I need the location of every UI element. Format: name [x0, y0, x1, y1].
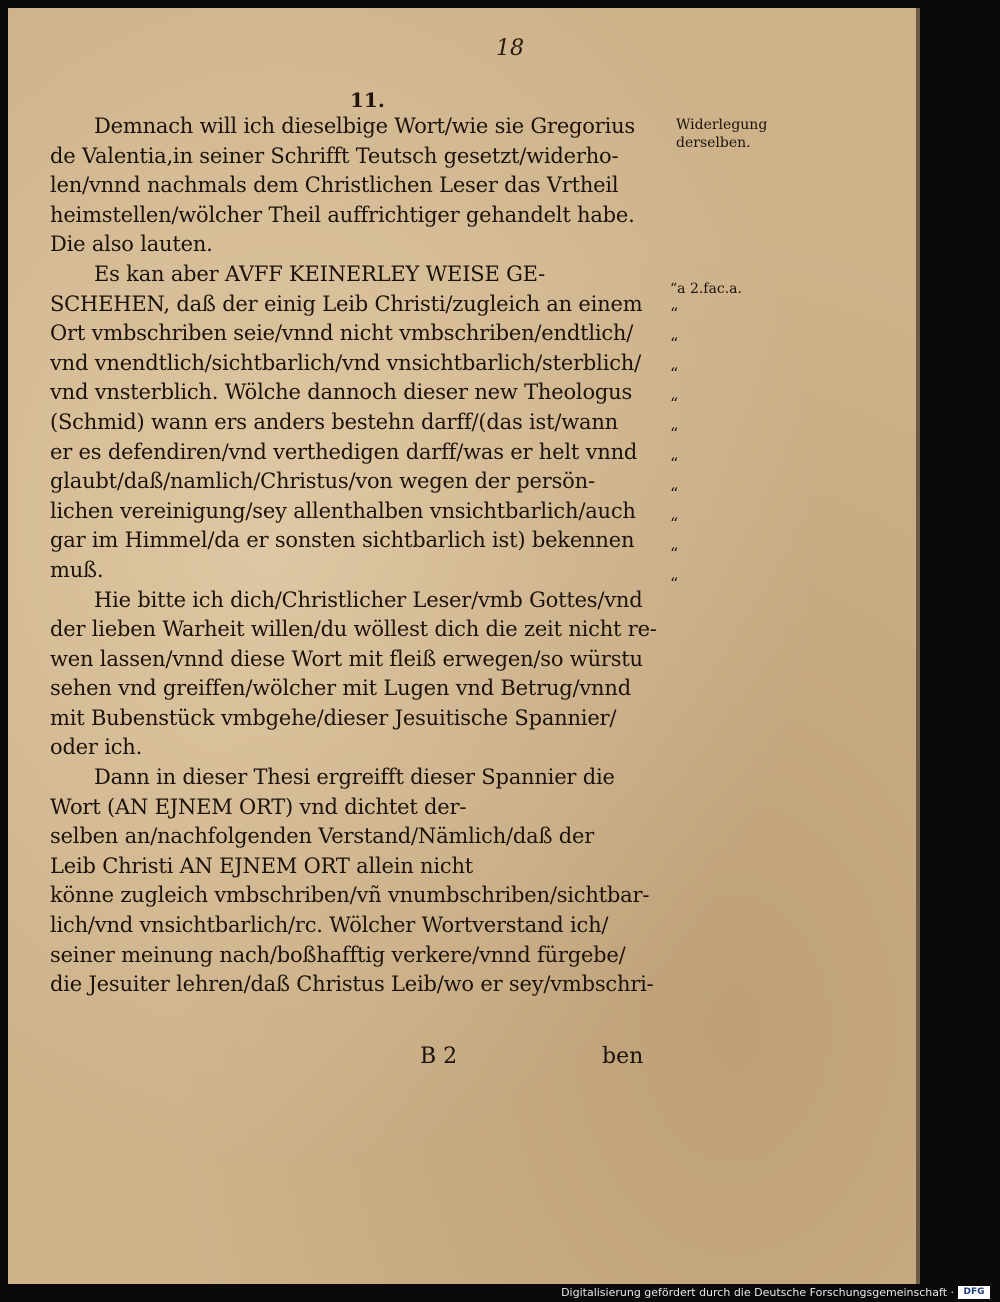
text-line: glaubt/daß/namlich/Christus/von wegen der persön- — [50, 469, 595, 494]
text-line: selben an/nachfolgenden Verstand/Nämlich/daß der — [50, 824, 595, 849]
dfg-logo: DFG — [958, 1286, 990, 1299]
quote-mark: “ — [670, 544, 679, 563]
text-line: vnd vnendtlich/sichtbarlich/vnd vnsichtbarlich/sterblich/ — [50, 350, 641, 375]
text-line: heimstellen/wölcher Theil auffrichtiger gehandelt habe. — [50, 202, 635, 227]
text-line: Die also lauten. — [50, 232, 213, 257]
text-line: seiner meinung nach/boßhafftig verkere/vnnd fürgebe/ — [50, 942, 626, 967]
text-line: mit Bubenstück vmbgehe/dieser Jesuitische Spannier/ — [50, 705, 617, 730]
funding-credit: Digitalisierung gefördert durch die Deutsche Forschungsgemeinschaft · — [561, 1286, 954, 1299]
quote-mark: “ — [670, 424, 679, 443]
signature-mark: B 2 — [420, 1044, 458, 1069]
text-line: wen lassen/vnnd diese Wort mit fleiß erwegen/so würstu — [50, 646, 643, 671]
text-line: er es defendiren/vnd verthedigen darff/was er helt vnnd — [50, 439, 638, 464]
page-number: 11. — [350, 88, 385, 112]
text-line: Leib Christi AN EJNEM ORT allein nicht — [50, 853, 474, 878]
quote-mark: “ — [670, 304, 679, 323]
quote-mark: “ — [670, 484, 679, 503]
page-edge — [916, 8, 920, 1284]
folio-number: 18 — [496, 36, 524, 61]
text-line: lich/vnd vnsichtbarlich/rc. Wölcher Wortverstand ich/ — [50, 913, 609, 938]
text-line: muß. — [50, 557, 104, 582]
text-line: der lieben Warheit willen/du wöllest dich die zeit nicht re- — [50, 617, 657, 642]
margin-reference: “a 2.fac.a. — [670, 281, 742, 297]
text-line: len/vnnd nachmals dem Christlichen Leser das Vrtheil — [50, 173, 619, 198]
text-line: SCHEHEN, daß der einig Leib Christi/zugleich an einem — [50, 291, 643, 316]
quote-mark: “ — [670, 334, 679, 353]
text-line: gar im Himmel/da er sonsten sichtbarlich ist) bekennen — [50, 528, 635, 553]
text-line: oder ich. — [50, 735, 143, 760]
quote-mark: “ — [670, 364, 679, 383]
catchword: ben — [602, 1044, 644, 1069]
text-line: sehen vnd greiffen/wölcher mit Lugen vnd Betrug/vnnd — [50, 676, 631, 701]
text-line: Ort vmbschriben seie/vnnd nicht vmbschriben/endtlich/ — [50, 321, 634, 346]
footer-bar — [0, 1284, 1000, 1302]
text-line: Dann in dieser Thesi ergreifft dieser Spannier die — [94, 765, 615, 790]
page-foot — [50, 1044, 670, 1074]
quote-mark: “ — [670, 574, 679, 593]
margin-note-line: Widerlegung — [676, 117, 768, 133]
text-line: Wort (AN EJNEM ORT) vnd dichtet der- — [50, 794, 467, 819]
text-line: vnd vnsterblich. Wölche dannoch dieser new Theologus — [50, 380, 633, 405]
text-line: Hie bitte ich dich/Christlicher Leser/vmb Gottes/vnd — [94, 587, 643, 612]
text-line: Demnach will ich dieselbige Wort/wie sie Gregorius — [94, 114, 636, 138]
text-line: (Schmid) wann ers anders bestehn darff/(das ist/wann — [50, 409, 618, 434]
text-line: Es kan aber AVFF KEINERLEY WEISE GE- — [94, 261, 546, 286]
text-line: lichen vereinigung/sey allenthalben vnsichtbarlich/auch — [50, 498, 636, 523]
book-page — [8, 8, 916, 1284]
body-text — [50, 112, 670, 1000]
quote-mark: “ — [670, 394, 679, 413]
margin-note-line: derselben. — [676, 135, 751, 151]
text-line: die Jesuiter lehren/daß Christus Leib/wo er sey/vmbschri- — [50, 972, 654, 997]
text-line: könne zugleich vmbschriben/vñ vnumbschriben/sichtbar- — [50, 883, 650, 908]
text-line: de Valentia,in seiner Schrifft Teutsch gesetzt/widerho- — [50, 143, 619, 168]
margin-note — [676, 116, 796, 152]
quote-mark: “ — [670, 454, 679, 473]
quote-mark: “ — [670, 514, 679, 533]
